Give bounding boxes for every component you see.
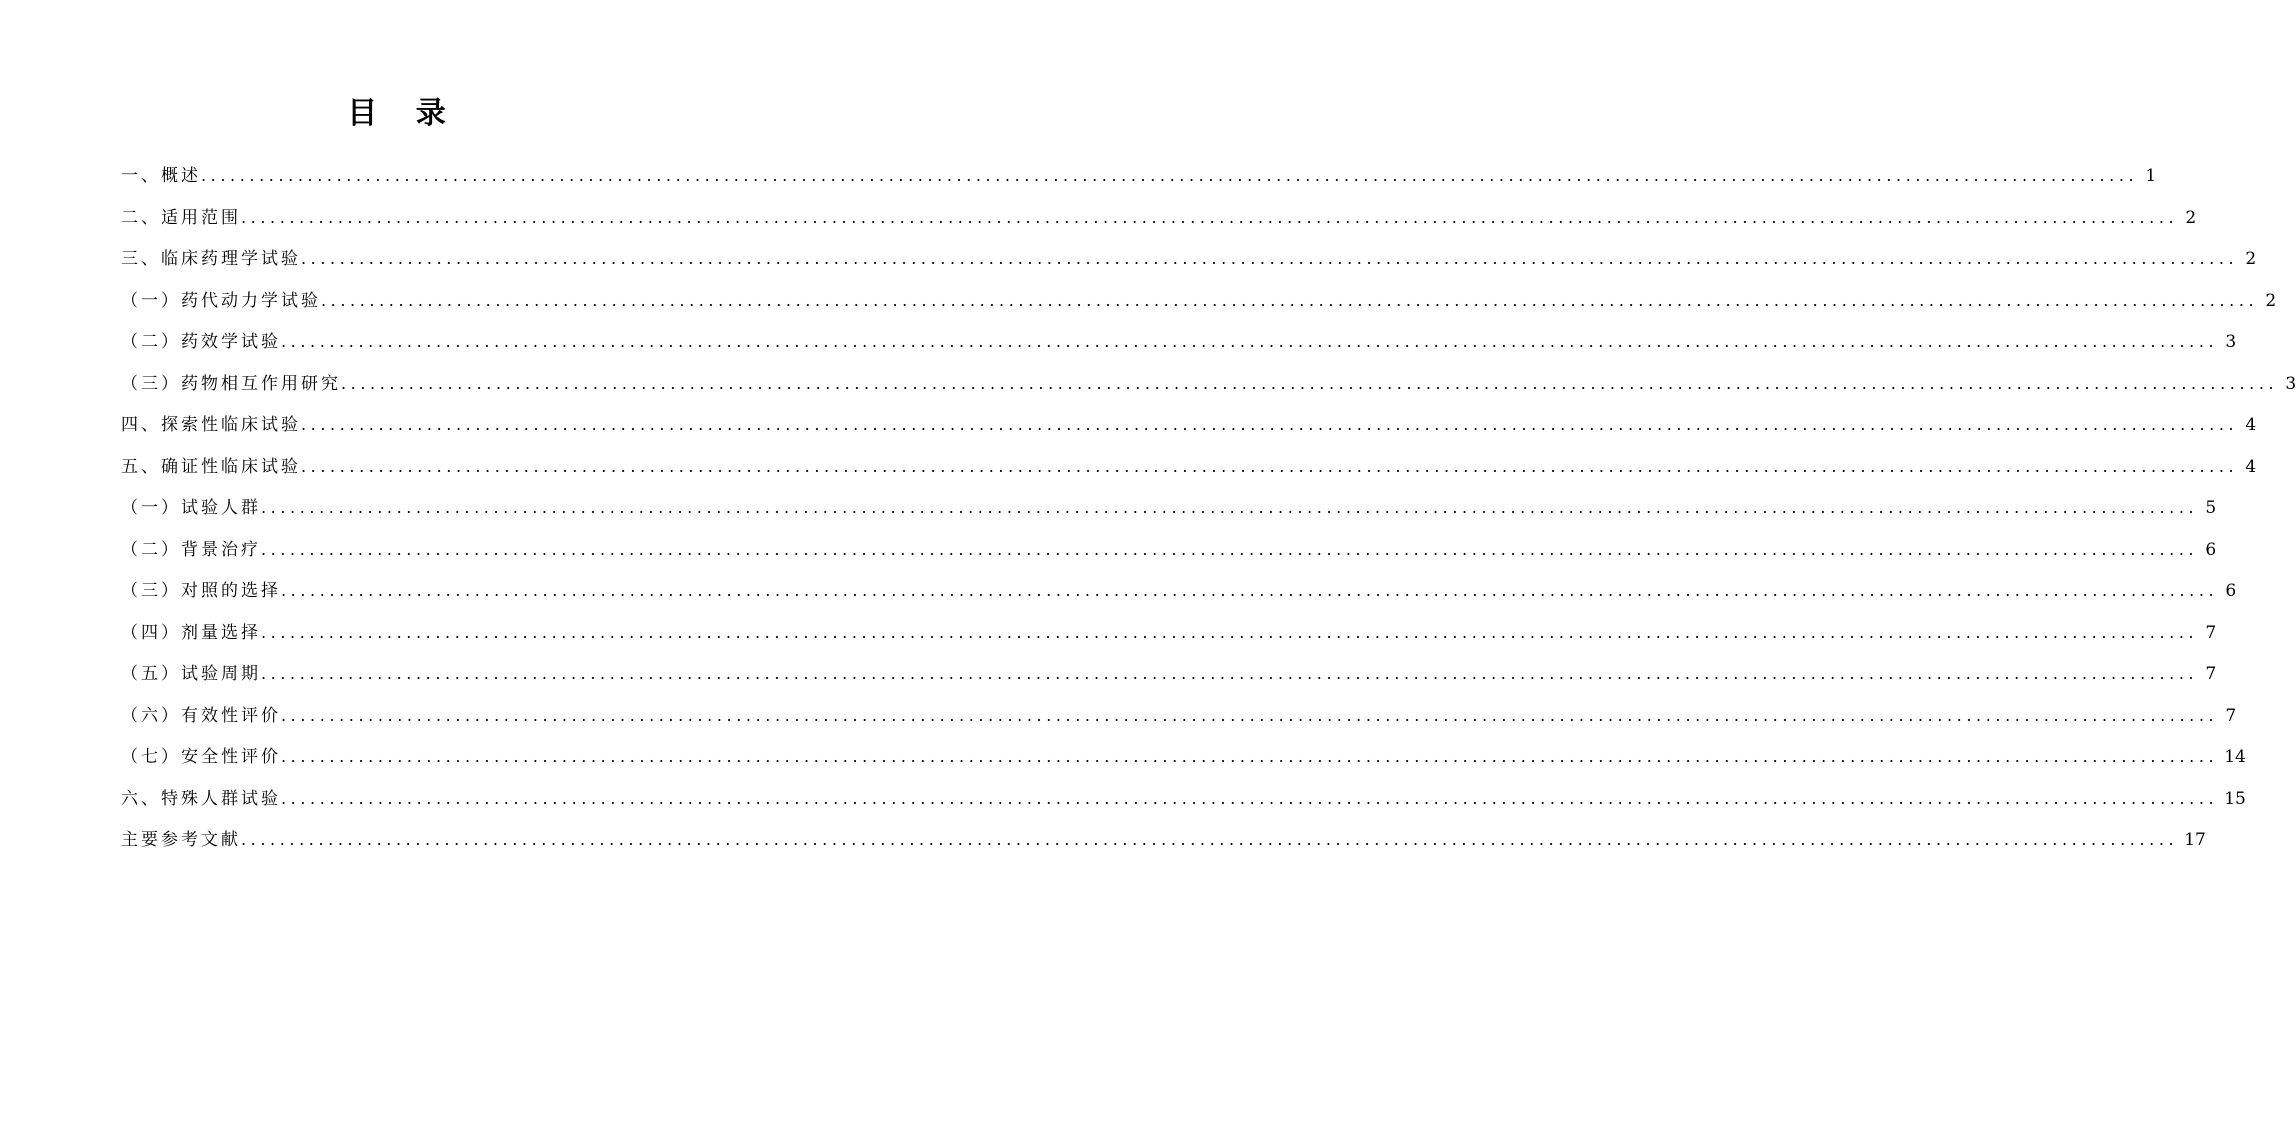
toc-entry-page-number: 4	[2245, 456, 2257, 477]
toc-entry-page-number: 7	[2205, 622, 2217, 643]
toc-entry-page-number: 6	[2225, 581, 2237, 601]
toc-dot-leader: ........................................................................................................................................................................................................	[301, 456, 2239, 476]
toc-entry-page-number: 2	[2265, 290, 2277, 311]
toc-entry[interactable]	[121, 695, 2237, 737]
toc-dot-leader: ........................................................................................................................................................................................................	[261, 622, 2199, 642]
toc-entry-label: （四）剂量选择	[121, 622, 261, 643]
toc-entry-page-number: 7	[2225, 705, 2237, 726]
toc-entry-label: （六）有效性评价	[121, 705, 281, 726]
toc-entry-page-number: 1	[2145, 166, 2157, 186]
toc-entry-page-number: 3	[2285, 373, 2296, 394]
toc-entry-page-number: 7	[2205, 664, 2217, 684]
toc-dot-leader: ........................................................................................................................................................................................................	[281, 332, 2219, 351]
toc-entry-label: （五）试验周期	[121, 664, 261, 684]
toc-entry[interactable]	[121, 653, 2217, 695]
toc-entry[interactable]	[121, 197, 2197, 239]
toc-entry-page-number: 14	[2224, 747, 2246, 767]
toc-entry-label: 四、探索性临床试验	[121, 415, 301, 435]
toc-entry[interactable]	[121, 778, 2246, 820]
toc-entry-label: 主要参考文献	[121, 830, 241, 850]
toc-entry-page-number: 4	[2245, 415, 2257, 435]
toc-entry-label: 六、特殊人群试验	[121, 788, 281, 809]
toc-entry[interactable]	[121, 570, 2237, 612]
toc-entry-page-number: 2	[2185, 207, 2197, 228]
toc-entry[interactable]	[121, 280, 2277, 322]
toc-entry-label: 二、适用范围	[121, 207, 241, 228]
toc-dot-leader: ........................................................................................................................................................................................................	[321, 290, 2259, 310]
toc-dot-leader: ........................................................................................................................................................................................................	[281, 581, 2219, 600]
toc-entry-label: （一）药代动力学试验	[121, 290, 321, 311]
toc-entry-label: （二）背景治疗	[121, 539, 261, 560]
toc-entry[interactable]	[121, 363, 2296, 405]
toc-entry[interactable]	[121, 446, 2257, 488]
toc-entry-label: 三、临床药理学试验	[121, 249, 301, 269]
toc-dot-leader: ........................................................................................................................................................................................................	[261, 664, 2199, 683]
toc-dot-leader: ........................................................................................................................................................................................................	[301, 415, 2239, 434]
toc-dot-leader: ........................................................................................................................................................................................................	[341, 373, 2279, 393]
toc-entry-page-number: 2	[2245, 249, 2257, 269]
toc-entry[interactable]	[121, 819, 2206, 861]
toc-entry-page-number: 17	[2184, 830, 2206, 850]
toc-dot-leader: ........................................................................................................................................................................................................	[301, 249, 2239, 268]
toc-entry-label: （七）安全性评价	[121, 747, 281, 767]
toc-entry[interactable]	[121, 736, 2246, 778]
toc-dot-leader: ........................................................................................................................................................................................................	[281, 705, 2219, 725]
toc-entry[interactable]	[121, 238, 2257, 280]
toc-dot-leader: ........................................................................................................................................................................................................	[241, 830, 2179, 849]
toc-entry-label: （二）药效学试验	[121, 332, 281, 352]
toc-entry[interactable]	[121, 404, 2257, 446]
toc-entry-page-number: 5	[2205, 498, 2217, 518]
table-of-contents	[121, 155, 2296, 861]
page-title: 目 录	[347, 96, 460, 131]
toc-entry-page-number: 3	[2225, 332, 2237, 352]
toc-dot-leader: ........................................................................................................................................................................................................	[261, 539, 2199, 559]
toc-entry-label: （三）对照的选择	[121, 581, 281, 601]
toc-entry[interactable]	[121, 529, 2217, 571]
toc-entry-label: 五、确证性临床试验	[121, 456, 301, 477]
toc-dot-leader: ........................................................................................................................................................................................................	[241, 207, 2179, 227]
toc-entry[interactable]	[121, 612, 2217, 654]
toc-dot-leader: ........................................................................................................................................................................................................	[281, 788, 2219, 808]
toc-entry-label: 一、概述	[121, 166, 201, 186]
toc-dot-leader: ........................................................................................................................................................................................................	[201, 166, 2139, 185]
toc-dot-leader: ........................................................................................................................................................................................................	[281, 747, 2219, 766]
toc-entry-label: （三）药物相互作用研究	[121, 373, 341, 394]
toc-dot-leader: ........................................................................................................................................................................................................	[261, 498, 2199, 517]
toc-entry-page-number: 15	[2224, 788, 2246, 809]
toc-entry[interactable]	[121, 487, 2217, 529]
toc-entry[interactable]	[121, 321, 2237, 363]
toc-entry[interactable]	[121, 155, 2157, 197]
toc-entry-page-number: 6	[2205, 539, 2217, 560]
toc-entry-label: （一）试验人群	[121, 498, 261, 518]
